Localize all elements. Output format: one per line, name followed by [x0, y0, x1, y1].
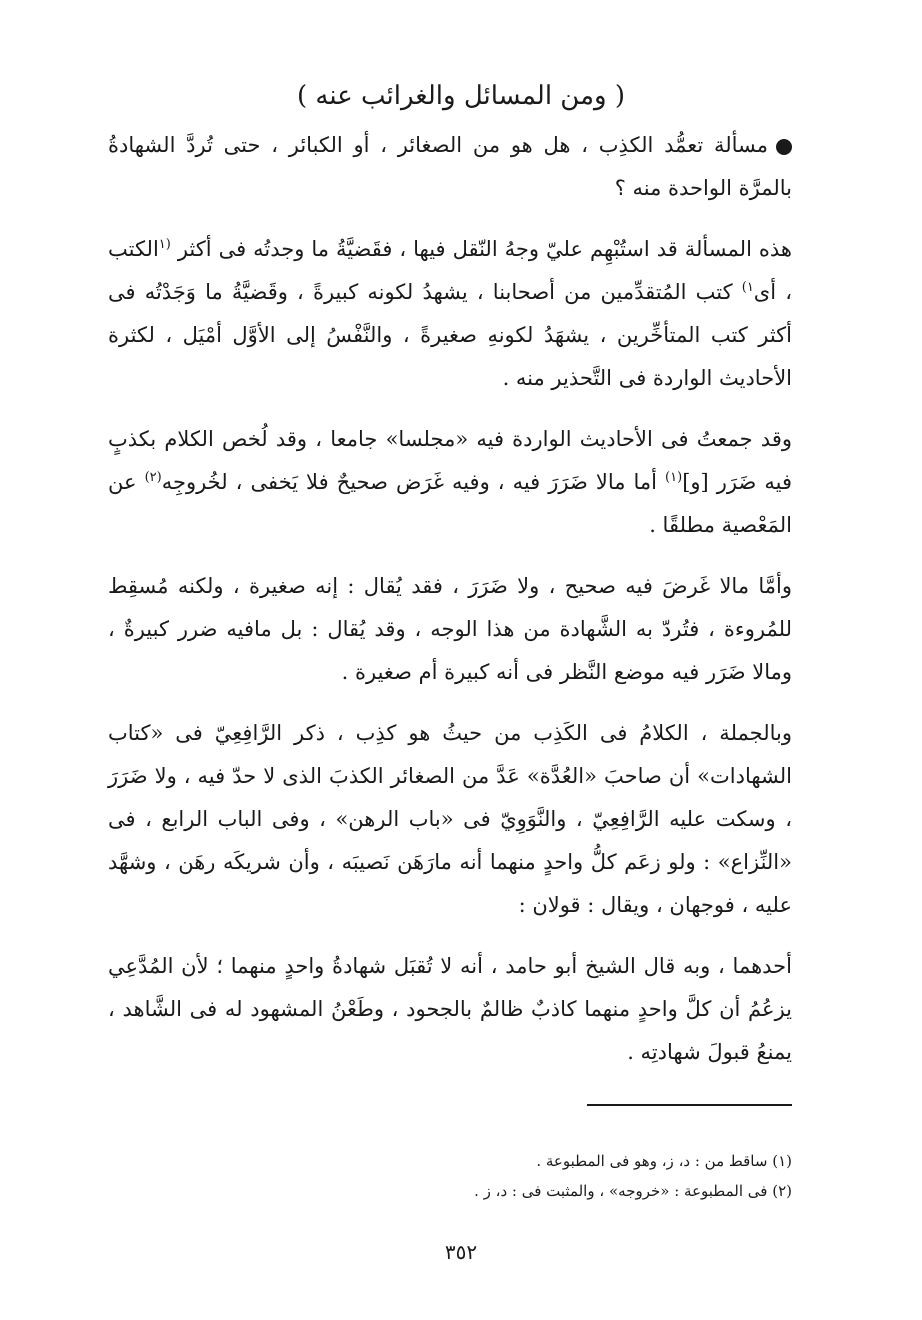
paragraph-text: وبالجملة ، الكلامُ فى الكَذِب من حيثُ هو كذِب ، ذكر الرَّافِعِيّ فى «كتاب الشهادات» أن صاحبَ «العُدَّة» عَدَّ من الصغائر الكذبَ الذى لا حدّ فيه ، ولا ضَرَرَ ، وسكت عليه الرَّافِعِيّ ، والنَّوَوِيّ فى «باب الرهن» ، وفى الباب الرابع ، فى «النِّزاع» : ولو زعَم كلُّ واحدٍ منهما أنه مارَهَن نَصيبَه ، وأن شريكَه رهَن ، وشهَّد عليه ، فوجهان ، ويقال : قولان :: [108, 721, 792, 917]
paragraph-text: أحدهما ، وبه قال الشيخ أبو حامد ، أنه لا تُقبَل شهادةُ واحدٍ منهما ؛ لأن المُدَّعِي يزعُمُ أن كلَّ واحدٍ منهما كاذبٌ ظالمٌ بالجحود ، وطَعْنُ المشهود له فى الشَّاهد ، يمنعُ قبولَ شهادتِه .: [108, 954, 792, 1064]
paragraph-3: [108, 418, 792, 547]
paragraph-6: [108, 945, 792, 1074]
body-text: [108, 124, 792, 1092]
paragraph-1: [108, 124, 792, 210]
footnotes: [108, 1146, 792, 1206]
section-heading: ( ومن المسائل والغرائب عنه ): [297, 81, 625, 111]
footnote-ref-2: (٢): [144, 470, 162, 485]
paragraph-text: وأمَّا مالا غَرضَ فيه صحيح ، ولا ضَرَرَ ، فقد يُقال : إنه صغيرة ، ولكنه مُسقِط للمُروءة ، فتُردّ به الشَّهادة من هذا الوجه ، وقد يُقال : بل مافيه ضرر كبيرةٌ ، ومالا ضَرَر فيه موضع النَّظر فى أنه كبيرة أم صغيرة .: [108, 574, 792, 684]
paragraph-2: [108, 228, 792, 400]
bullet-icon: [776, 139, 792, 155]
footnote-1: (١) ساقط من : د، ز، وهو فى المطبوعة .: [536, 1152, 792, 1170]
footnote-divider: [587, 1104, 792, 1106]
paragraph-5: [108, 712, 792, 927]
footnote-2: (٢) فى المطبوعة : «خروجه» ، والمثبت فى : د، ز .: [474, 1182, 792, 1200]
page-number: ٣٥٢: [444, 1240, 478, 1264]
footnote-ref-1-open: (١: [158, 237, 171, 252]
paragraph-text: كتب المُتقدِّمين من أصحابنا ، يشهدُ لكونه كبيرةً ، وقَضيَّةُ ما وَجَدْتُه فى أكثر كتب المتأخِّرين ، يشهَدُ لكونهِ صغيرةً ، والنَّفْسُ إلى الأوَّل أمْيَل ، لكثرة الأحاديث الواردة فى التَّحذير منه .: [108, 280, 792, 390]
paragraph-text: أما مالا ضَرَرَ فيه ، وفيه غَرَض صحيحٌ فلا يَخفى ، لخُروجِه: [161, 470, 657, 494]
paragraph-text: مسألة تعمُّد الكذِب ، هل هو من الصغائر ، أو الكبائر ، حتى تُردَّ الشهادةُ بالمرَّة الواحدة منه ؟: [108, 133, 792, 200]
paragraph-text: هذه المسألة قد استُبْهِم عليّ وجهُ النّقل فيها ، فقَضيَّةُ ما وجدتُه فى أكثر: [177, 237, 792, 261]
paragraph-text: الكتب ، أى: [108, 237, 792, 304]
paragraph-text: عن المَعْصية مطلقًا .: [108, 470, 792, 537]
footnote-ref-1: (١): [665, 470, 683, 485]
paragraph-text: وقد جمعتُ فى الأحاديث الواردة فيه «مجلسا» جامعا ، وقد لُخص الكلام بكذبٍ فيه ضَرَر [و]: [108, 427, 792, 494]
footnote-ref-1-close: ١): [741, 280, 754, 295]
paragraph-4: [108, 565, 792, 694]
